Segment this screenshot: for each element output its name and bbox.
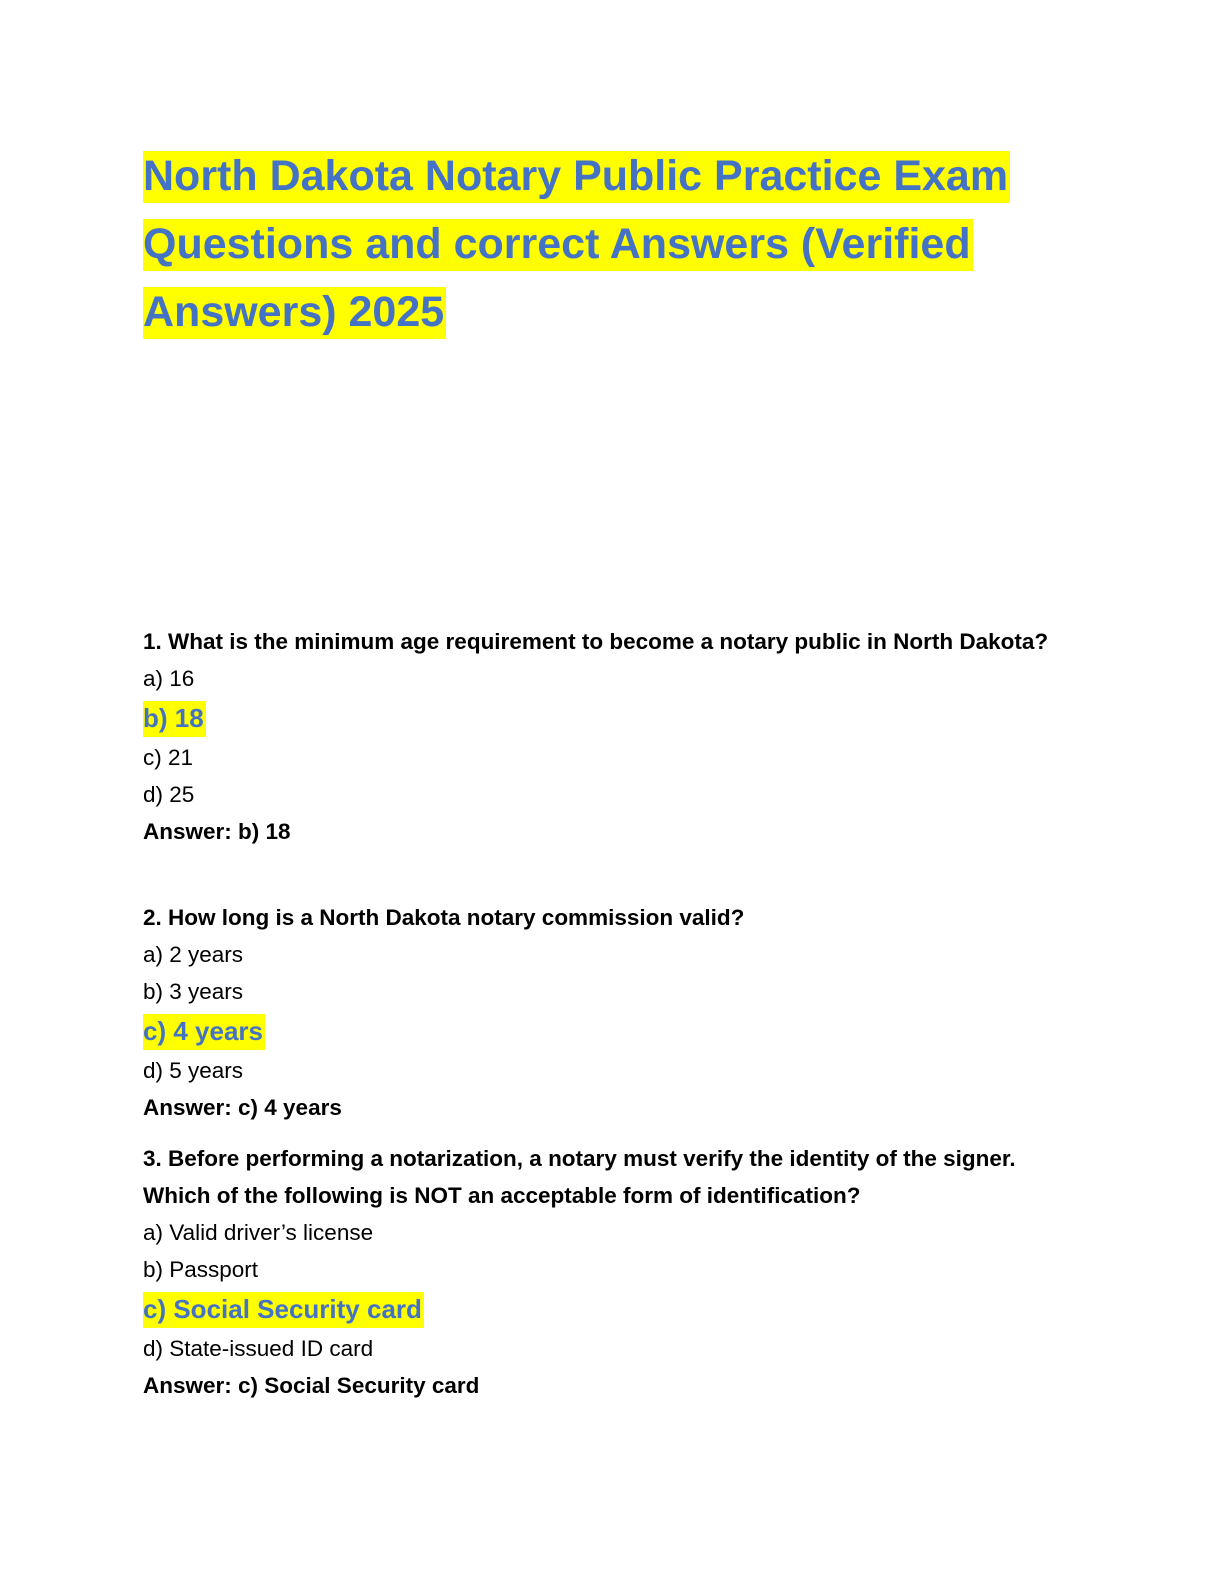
question-text: 2. How long is a North Dakota notary commission valid? xyxy=(143,905,745,930)
question-text: 1. What is the minimum age requirement to become a notary public in North Dakota? xyxy=(143,629,1049,654)
option-c: c) 21 xyxy=(143,745,194,770)
answer-line: Answer: c) 4 years xyxy=(143,1095,342,1120)
option-b-correct xyxy=(143,697,1063,739)
option-d: d) State-issued ID card xyxy=(143,1336,374,1361)
option-c-correct xyxy=(143,1288,1063,1330)
question-block-1 xyxy=(143,623,1063,850)
option-a: a) 16 xyxy=(143,666,195,691)
option-c-correct xyxy=(143,1010,1063,1052)
question-block-2 xyxy=(143,899,1063,1126)
option-a: a) Valid driver’s license xyxy=(143,1220,374,1245)
option-a: a) 2 years xyxy=(143,942,244,967)
question-block-3 xyxy=(143,1140,1063,1404)
answer-line: Answer: c) Social Security card xyxy=(143,1373,480,1398)
highlighted-option: b) 18 xyxy=(143,701,206,737)
answer-line: Answer: b) 18 xyxy=(143,819,291,844)
document-title xyxy=(143,142,1063,346)
option-d: d) 25 xyxy=(143,782,195,807)
question-text: 3. Before performing a notarization, a notary must verify the identity of the signer. Which of the following is NOT an acceptable form of identification? xyxy=(143,1146,1016,1208)
option-b: b) Passport xyxy=(143,1257,259,1282)
title-line-2: Questions and correct Answers (Verified xyxy=(143,219,973,271)
option-d: d) 5 years xyxy=(143,1058,244,1083)
highlighted-option: c) Social Security card xyxy=(143,1292,424,1328)
highlighted-option: c) 4 years xyxy=(143,1014,265,1050)
title-line-1: North Dakota Notary Public Practice Exam xyxy=(143,151,1010,203)
option-b: b) 3 years xyxy=(143,979,244,1004)
title-line-3: Answers) 2025 xyxy=(143,287,446,339)
